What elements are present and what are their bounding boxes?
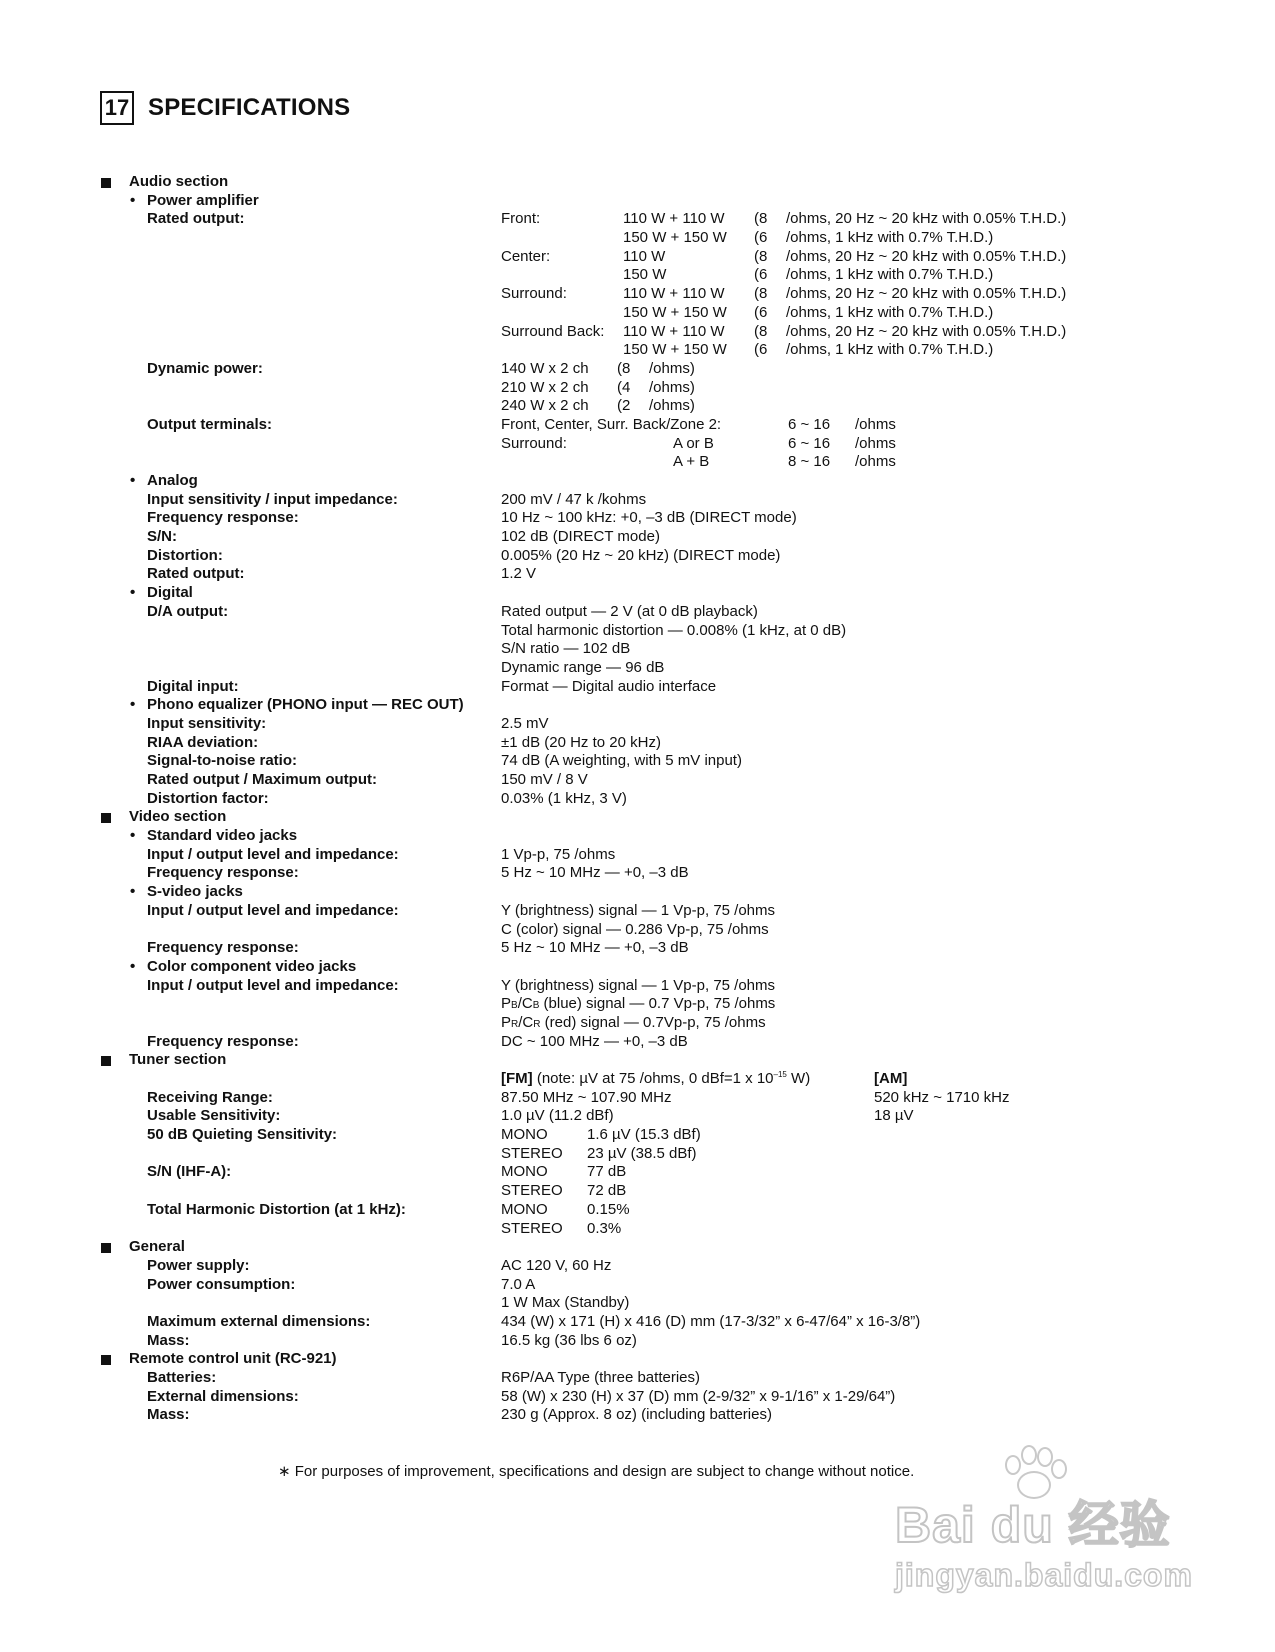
sn-row [0, 1182, 1275, 1201]
receiving-range-row [0, 1089, 1275, 1108]
tuner-section-header [0, 1051, 1275, 1070]
square-bullet-icon [101, 1243, 111, 1253]
dynamic-power-label: Dynamic power: [147, 359, 263, 377]
audio-section-title: Audio section [129, 173, 229, 190]
dynamic-power-value: 240 W x 2 ch [501, 397, 589, 415]
digital-title: Digital [147, 584, 193, 602]
da-output-row [0, 640, 1275, 659]
power-value: 150 W + 150 W [623, 341, 727, 359]
mode-value: 77 dB [587, 1163, 627, 1181]
spec-value: PB/CB (blue) signal — 0.7 Vp-p, 75 /ohms [501, 995, 776, 1013]
quieting-row [0, 1145, 1275, 1164]
analog-row [0, 547, 1275, 566]
baidu-watermark [895, 1445, 1255, 1615]
video-section-title: Video section [129, 808, 227, 826]
channel-name: Front: [501, 210, 541, 228]
fm-value: 1.0 µV (11.2 dBf) [501, 1107, 614, 1125]
impedance-range: 6 ~ 16 [788, 415, 831, 433]
fm-value: 87.50 MHz ~ 107.90 MHz [501, 1088, 672, 1106]
impedance-range: 8 ~ 16 [788, 453, 831, 471]
mode-value: 0.15% [587, 1200, 630, 1218]
spec-label: Mass: [147, 1406, 190, 1424]
analog-title: Analog [147, 472, 198, 489]
impedance-value: (8 [754, 322, 768, 340]
mode-label: MONO [501, 1126, 548, 1144]
spec-label: Signal-to-noise ratio: [147, 752, 297, 770]
impedance-value: (6 [754, 303, 768, 321]
dynamic-power-value: 210 W x 2 ch [501, 378, 589, 396]
phono-title: Phono equalizer (PHONO input — REC OUT) [147, 696, 464, 714]
spec-value: 1.2 V [501, 565, 537, 583]
spec-label: S/N (IHF-A): [147, 1163, 232, 1181]
square-bullet-icon [101, 178, 111, 188]
power-amplifier-header [0, 192, 1275, 211]
spec-value: Dynamic range — 96 dB [501, 658, 665, 676]
digital-input-label: Digital input: [147, 677, 239, 695]
round-bullet-icon: • [130, 584, 136, 602]
da-output-row [0, 603, 1275, 622]
watermark-url: jingyan.baidu.com [895, 1557, 1193, 1593]
spec-label: 50 dB Quieting Sensitivity: [147, 1126, 338, 1144]
impedance-unit: /ohms [855, 434, 896, 452]
spec-value: 58 (W) x 230 (H) x 37 (D) mm (2-9/32” x 9-1/16” x 1-29/64”) [501, 1387, 896, 1405]
spec-value: 200 mV / 47 k /kohms [501, 490, 647, 508]
fm-note: [FM] (note: µV at 75 /ohms, 0 dBf=1 x $10^{-15}$ W) [501, 1070, 811, 1087]
rated-output-label: Rated output: [147, 210, 245, 228]
spec-label: Frequency response: [147, 1032, 299, 1050]
condition-text: /ohms, 20 Hz ~ 20 kHz with 0.05% T.H.D.) [786, 322, 1067, 340]
digital-header [0, 584, 1275, 603]
square-bullet-icon [101, 1355, 111, 1365]
impedance-value: (8 [617, 359, 631, 377]
output-terminals-row [0, 435, 1275, 454]
spec-label: S/N: [147, 528, 177, 546]
section-title: SPECIFICATIONS [148, 94, 351, 121]
spec-label: Usable Sensitivity: [147, 1107, 281, 1125]
round-bullet-icon: • [130, 472, 136, 489]
dynamic-power-value: 140 W x 2 ch [501, 359, 589, 377]
channel-name: Surround: [501, 285, 567, 303]
spec-value: 1 Vp-p, 75 /ohms [501, 845, 616, 863]
spec-value: PR/CR (red) signal — 0.7Vp-p, 75 /ohms [501, 1013, 766, 1031]
component-level-row [0, 977, 1275, 996]
mode-label: STEREO [501, 1219, 563, 1237]
condition-text: /ohms, 1 kHz with 0.7% T.H.D.) [786, 303, 994, 321]
power-consumption-row [0, 1276, 1275, 1295]
channel-name: Center: [501, 247, 551, 265]
spec-value: 2.5 mV [501, 714, 549, 732]
spec-label: Mass: [147, 1331, 190, 1349]
mode-label: MONO [501, 1200, 548, 1218]
spec-value: 0.03% (1 kHz, 3 V) [501, 789, 627, 807]
spec-label: RIAA deviation: [147, 733, 259, 751]
speaker-selection: A + B [673, 453, 710, 471]
dynamic-power-row [0, 379, 1275, 398]
analog-row [0, 491, 1275, 510]
section-number-box: 17 [100, 91, 134, 125]
spec-label: Power consumption: [147, 1275, 296, 1293]
output-terminals-label: Output terminals: [147, 415, 273, 433]
impedance-value: (6 [754, 229, 768, 247]
video-section-header [0, 808, 1275, 827]
spec-label: Total Harmonic Distortion (at 1 kHz): [147, 1200, 406, 1218]
remote-dimensions-row [0, 1388, 1275, 1407]
svideo-level-row [0, 902, 1275, 921]
sn-row [0, 1163, 1275, 1182]
component-level-row [0, 1014, 1275, 1033]
round-bullet-icon: • [130, 827, 136, 845]
impedance-value: (6 [754, 266, 768, 284]
output-terminals-row [0, 453, 1275, 472]
square-bullet-icon [101, 813, 111, 823]
power-value: 110 W + 110 W [623, 322, 725, 340]
component-title: Color component video jacks [147, 957, 357, 975]
footnote: ∗ For purposes of improvement, specifications and design are subject to change without notice. [278, 1463, 915, 1480]
spec-value: Rated output — 2 V (at 0 dB playback) [501, 602, 758, 620]
rated-output-row [0, 229, 1275, 248]
impedance-value: (8 [754, 285, 768, 303]
spec-value: 74 dB (A weighting, with 5 mV input) [501, 752, 742, 770]
impedance-unit: /ohms [855, 415, 896, 433]
general-section-header [0, 1238, 1275, 1257]
analog-row [0, 509, 1275, 528]
spec-value: 434 (W) x 171 (H) x 416 (D) mm (17-3/32” x 6-47/64” x 16-3/8”) [501, 1312, 921, 1330]
spec-label: Distortion factor: [147, 789, 269, 807]
condition-text: /ohms, 20 Hz ~ 20 kHz with 0.05% T.H.D.) [786, 285, 1067, 303]
dimensions-row [0, 1313, 1275, 1332]
remote-section-title: Remote control unit (RC-921) [129, 1350, 337, 1368]
condition-text: /ohms, 20 Hz ~ 20 kHz with 0.05% T.H.D.) [786, 210, 1067, 228]
remote-mass-row [0, 1406, 1275, 1425]
round-bullet-icon: • [130, 957, 136, 975]
audio-section-header [0, 173, 1275, 192]
speaker-selection: A or B [673, 434, 714, 452]
analog-header [0, 472, 1275, 491]
svideo-header [0, 883, 1275, 902]
dynamic-power-row [0, 397, 1275, 416]
spec-value: 230 g (Approx. 8 oz) (including batteries) [501, 1406, 772, 1424]
spec-label: Input sensitivity: [147, 714, 267, 732]
standard-video-header [0, 827, 1275, 846]
svideo-title: S-video jacks [147, 883, 243, 901]
spec-value: Y (brightness) signal — 1 Vp-p, 75 /ohms [501, 901, 776, 919]
thd-row [0, 1220, 1275, 1239]
spec-value: DC ~ 100 MHz — +0, –3 dB [501, 1032, 688, 1050]
mass-row [0, 1332, 1275, 1351]
spec-label: Rated output: [147, 565, 245, 583]
component-freq-row [0, 1033, 1275, 1052]
phono-row [0, 790, 1275, 809]
power-value: 150 W + 150 W [623, 303, 727, 321]
standard-video-level-row [0, 846, 1275, 865]
analog-row [0, 528, 1275, 547]
digital-input-row [0, 678, 1275, 697]
rated-output-row [0, 266, 1275, 285]
spec-value: 0.005% (20 Hz ~ 20 kHz) (DIRECT mode) [501, 546, 781, 564]
round-bullet-icon: • [130, 191, 136, 209]
phono-row [0, 752, 1275, 771]
usable-sensitivity-row [0, 1107, 1275, 1126]
standard-video-title: Standard video jacks [147, 827, 298, 845]
impedance-value: (6 [754, 341, 768, 359]
spec-value: AC 120 V, 60 Hz [501, 1256, 612, 1274]
rated-output-row [0, 304, 1275, 323]
rated-output-row [0, 210, 1275, 229]
spec-value: Total harmonic distortion — 0.008% (1 kHz, at 0 dB) [501, 621, 847, 639]
spec-value: 16.5 kg (36 lbs 6 oz) [501, 1331, 637, 1349]
spec-value: 1 W Max (Standby) [501, 1294, 630, 1312]
dynamic-power-row [0, 360, 1275, 379]
quieting-row [0, 1126, 1275, 1145]
power-value: 110 W [623, 247, 666, 265]
spec-label: Input / output level and impedance: [147, 976, 399, 994]
power-value: 150 W [623, 266, 667, 284]
impedance-unit: /ohms [855, 453, 896, 471]
impedance-unit: /ohms) [649, 359, 695, 377]
spec-value: Format — Digital audio interface [501, 677, 717, 695]
spec-list [0, 173, 1275, 1425]
round-bullet-icon: • [130, 696, 136, 714]
rated-output-row [0, 285, 1275, 304]
am-value: 520 kHz ~ 1710 kHz [874, 1088, 1010, 1106]
mode-value: 23 µV (38.5 dBf) [587, 1144, 697, 1162]
mode-label: STEREO [501, 1182, 563, 1200]
spec-label: Power supply: [147, 1256, 250, 1274]
channel-name: Surround Back: [501, 322, 605, 340]
spec-label: Distortion: [147, 546, 223, 564]
am-value: 18 µV [874, 1107, 914, 1125]
tuner-band-header-row [0, 1070, 1275, 1089]
spec-value: ±1 dB (20 Hz to 20 kHz) [501, 733, 661, 751]
power-value: 150 W + 150 W [623, 229, 727, 247]
svideo-freq-row [0, 939, 1275, 958]
power-supply-row [0, 1257, 1275, 1276]
batteries-row [0, 1369, 1275, 1388]
condition-text: /ohms, 20 Hz ~ 20 kHz with 0.05% T.H.D.) [786, 247, 1067, 265]
remote-section-header [0, 1350, 1275, 1369]
impedance-value: (2 [617, 397, 631, 415]
impedance-value: (8 [754, 210, 768, 228]
spec-label: Input sensitivity / input impedance: [147, 490, 398, 508]
impedance-value: (8 [754, 247, 768, 265]
spec-value: 7.0 A [501, 1275, 536, 1293]
spec-label: Rated output / Maximum output: [147, 771, 377, 788]
rated-output-row [0, 248, 1275, 267]
power-consumption-row [0, 1294, 1275, 1313]
analog-row [0, 565, 1275, 584]
spec-value: S/N ratio — 102 dB [501, 640, 631, 658]
spec-label: Input / output level and impedance: [147, 845, 399, 863]
spec-label: Batteries: [147, 1369, 217, 1386]
tuner-section-title: Tuner section [129, 1051, 227, 1069]
square-bullet-icon [101, 1056, 111, 1066]
spec-value: 10 Hz ~ 100 kHz: +0, –3 dB (DIRECT mode) [501, 509, 797, 527]
da-output-row [0, 659, 1275, 678]
general-section-title: General [129, 1238, 185, 1256]
spec-label: Input / output level and impedance: [147, 901, 399, 919]
mode-value: 1.6 µV (15.3 dBf) [587, 1126, 701, 1144]
spec-value: Y (brightness) signal — 1 Vp-p, 75 /ohms [501, 976, 776, 994]
output-terminals-row [0, 416, 1275, 435]
spec-value: 5 Hz ~ 10 MHz — +0, –3 dB [501, 864, 689, 882]
component-header [0, 958, 1275, 977]
power-value: 110 W + 110 W [623, 210, 725, 228]
am-tag: [AM] [874, 1070, 908, 1087]
spec-value: 5 Hz ~ 10 MHz — +0, –3 dB [501, 939, 689, 957]
svideo-level-row [0, 921, 1275, 940]
spec-label: Frequency response: [147, 864, 299, 882]
mode-value: 0.3% [587, 1219, 622, 1237]
standard-video-freq-row [0, 864, 1275, 883]
spec-label: Receiving Range: [147, 1088, 273, 1106]
spec-value: 150 mV / 8 V [501, 771, 588, 788]
round-bullet-icon: • [130, 883, 136, 901]
da-output-label: D/A output: [147, 602, 229, 620]
impedance-value: (4 [617, 378, 631, 396]
impedance-unit: /ohms) [649, 397, 695, 415]
phono-header [0, 696, 1275, 715]
spec-label: Frequency response: [147, 509, 299, 527]
terminal-description: Front, Center, Surr. Back/Zone 2: [501, 415, 722, 433]
phono-row [0, 715, 1275, 734]
mode-label: STEREO [501, 1144, 563, 1162]
rated-output-row [0, 341, 1275, 360]
spec-label: External dimensions: [147, 1387, 299, 1405]
spec-value: R6P/AA Type (three batteries) [501, 1369, 700, 1386]
section-heading [100, 91, 350, 125]
component-level-row [0, 995, 1275, 1014]
thd-row [0, 1201, 1275, 1220]
terminal-description: Surround: [501, 434, 567, 452]
rated-output-row [0, 323, 1275, 342]
power-value: 110 W + 110 W [623, 285, 725, 303]
condition-text: /ohms, 1 kHz with 0.7% T.H.D.) [786, 229, 994, 247]
phono-row [0, 771, 1275, 790]
phono-row [0, 734, 1275, 753]
watermark-brand: Bai du 经验 [895, 1497, 1171, 1553]
impedance-range: 6 ~ 16 [788, 434, 831, 452]
power-amplifier-title: Power amplifier [147, 191, 259, 209]
condition-text: /ohms, 1 kHz with 0.7% T.H.D.) [786, 266, 994, 284]
da-output-row [0, 622, 1275, 641]
spec-label: Frequency response: [147, 939, 299, 957]
condition-text: /ohms, 1 kHz with 0.7% T.H.D.) [786, 341, 994, 359]
spec-label: Maximum external dimensions: [147, 1312, 371, 1330]
impedance-unit: /ohms) [649, 378, 695, 396]
mode-value: 72 dB [587, 1182, 627, 1200]
mode-label: MONO [501, 1163, 548, 1181]
spec-value: C (color) signal — 0.286 Vp-p, 75 /ohms [501, 920, 769, 938]
spec-value: 102 dB (DIRECT mode) [501, 528, 660, 546]
